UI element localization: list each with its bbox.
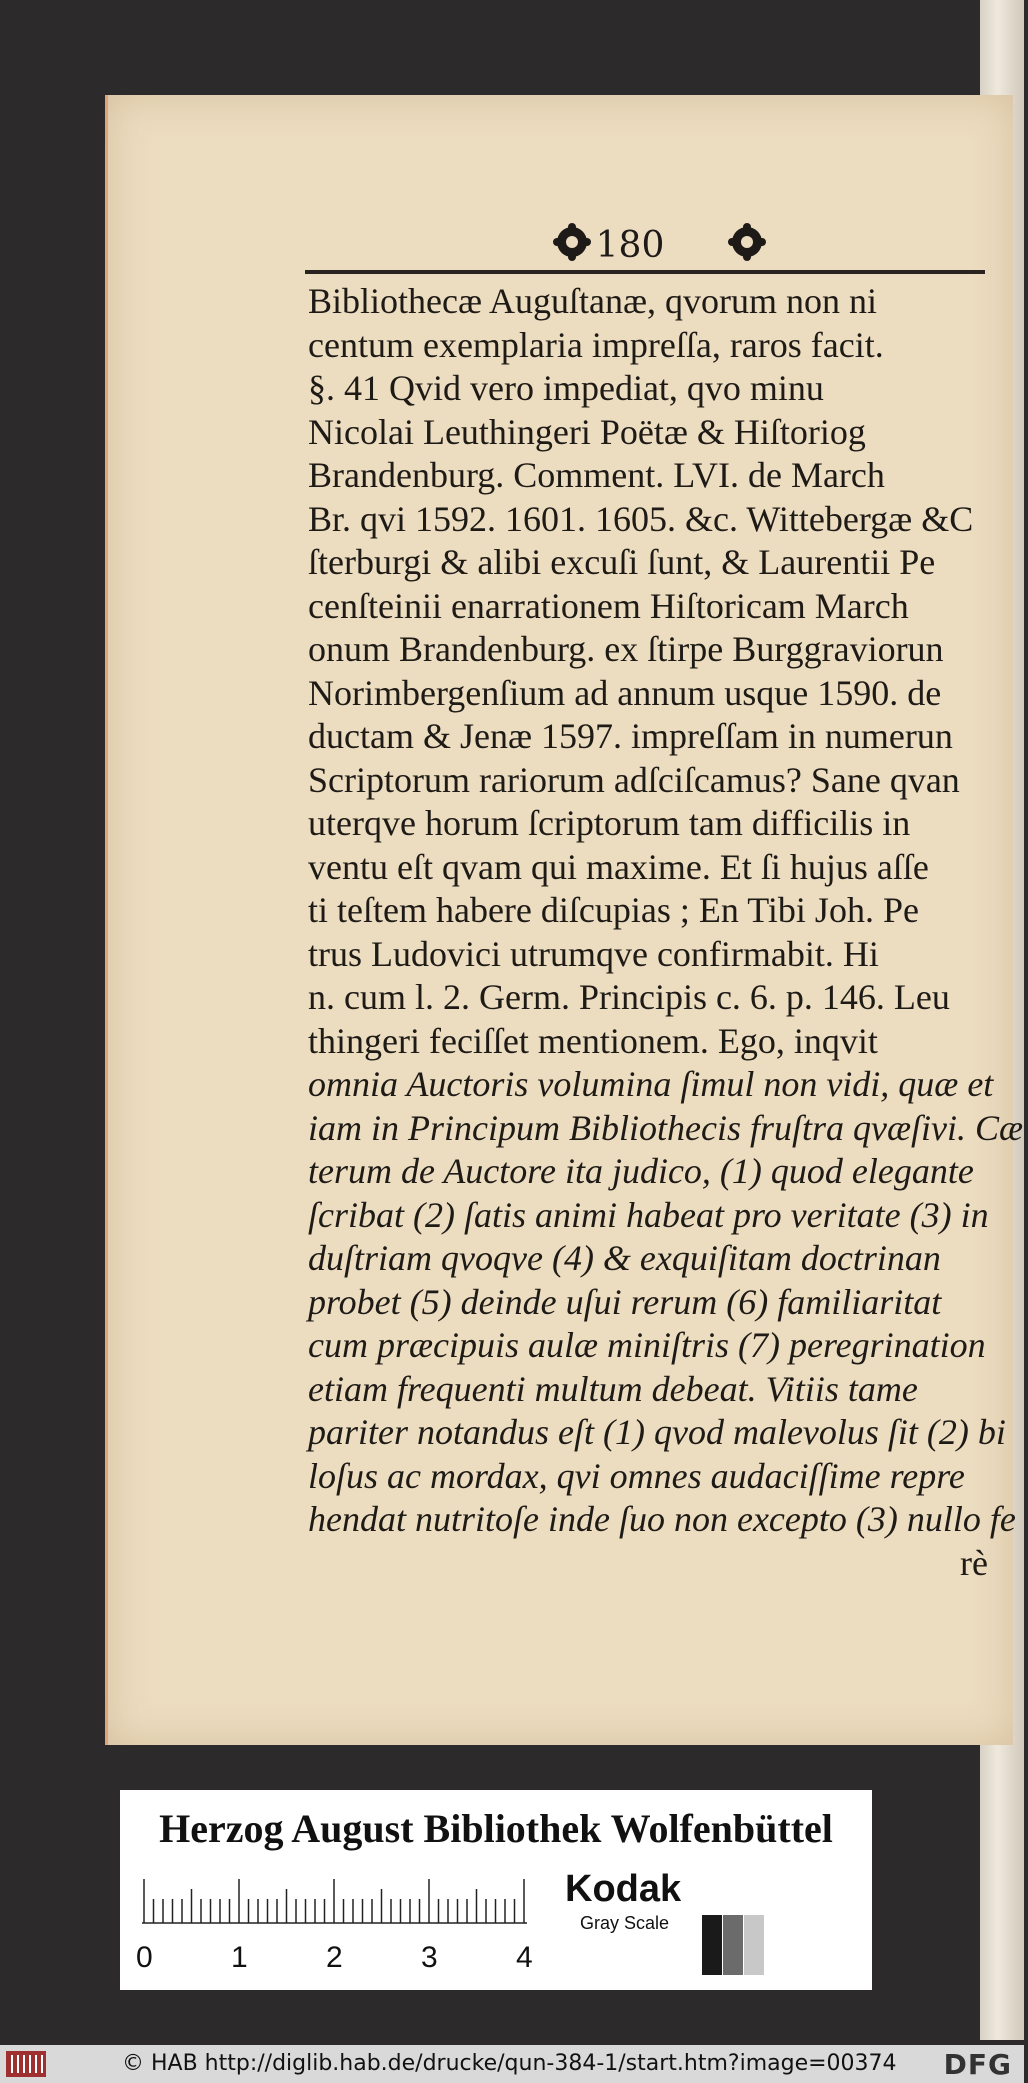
footer-bar bbox=[0, 2045, 1024, 2083]
measuring-ruler bbox=[136, 1875, 542, 1980]
text-line: duſtriam qvoqve (4) & exquiſitam doctrinan bbox=[308, 1238, 941, 1278]
text-line: centum exemplaria impreſſa, raros facit. bbox=[308, 324, 884, 365]
text-line: iam in Principum Bibliothecis fruſtra qvæſivi. Cæ bbox=[308, 1107, 1023, 1148]
text-line: ſcribat (2) ſatis animi habeat pro veritate (3) in bbox=[308, 1194, 989, 1235]
text-line: probet (5) deinde uſui rerum (6) familiaritat bbox=[308, 1281, 942, 1322]
fleuron-ornament-right bbox=[727, 222, 767, 262]
source-url[interactable]: © HAB http://diglib.hab.de/drucke/qun-384-1/start.htm?image=00374 bbox=[122, 2051, 897, 2076]
gray-swatch-black bbox=[702, 1915, 722, 1975]
text-line: ti teſtem habere diſcupias ; En Tibi Joh. Pe bbox=[308, 890, 919, 930]
hab-logo-icon bbox=[6, 2051, 46, 2077]
dfg-logo: DFG bbox=[943, 2048, 1012, 2081]
text-line: cum præcipuis aulæ miniſtris (7) peregrination bbox=[308, 1325, 986, 1365]
page-number: 180 bbox=[595, 225, 665, 266]
text-line: §. 41 Qvid vero impediat, qvo minu bbox=[308, 368, 824, 408]
text-line: Scriptorum rariorum adſciſcamus? Sane qvan bbox=[308, 759, 960, 800]
text-line: thingeri feciſſet mentionem. Ego, inqvit bbox=[308, 1020, 878, 1061]
ruler-label: 1 bbox=[231, 1941, 248, 1974]
color-calibration-bar bbox=[120, 1790, 872, 1990]
gray-swatch-light bbox=[744, 1915, 764, 1975]
text-line: Nicolai Leuthingeri Poëtæ & Hiſtoriog bbox=[308, 411, 866, 452]
ruler-label: 0 bbox=[136, 1941, 153, 1974]
text-line: n. cum l. 2. Germ. Principis c. 6. p. 146. Leu bbox=[308, 977, 950, 1017]
text-line: pariter notandus eſt (1) qvod malevolus ſit (2) bi bbox=[308, 1412, 1006, 1452]
catchword: rè bbox=[960, 1542, 988, 1583]
text-line: cenſteinii enarrationem Hiſtoricam March bbox=[308, 585, 909, 626]
kodak-logo: Kodak bbox=[565, 1868, 682, 1910]
header-rule bbox=[305, 270, 985, 274]
text-line: Brandenburg. Comment. LVI. de March bbox=[308, 455, 885, 495]
text-line: hendat nutritoſe inde ſuo non excepto (3) nullo fe bbox=[308, 1499, 1016, 1539]
library-name: Herzog August Bibliothek Wolfenbüttel bbox=[159, 1806, 833, 1851]
ruler-label: 4 bbox=[516, 1941, 533, 1974]
gray-scale-label: Gray Scale bbox=[580, 1913, 670, 1933]
text-line: loſus ac mordax, qvi omnes audaciſſime repre bbox=[308, 1455, 965, 1496]
text-line: Norimbergenſium ad annum usque 1590. de bbox=[308, 672, 942, 713]
text-line: Br. qvi 1592. 1601. 1605. &c. Wittebergæ &C bbox=[308, 498, 974, 539]
text-line: terum de Auctore ita judico, (1) quod elegante bbox=[308, 1151, 974, 1191]
text-line: trus Ludovici utrumqve confirmabit. Hi bbox=[308, 933, 879, 974]
text-line: ſterburgi & alibi excuſi ſunt, & Laurentii Pe bbox=[308, 542, 936, 582]
gray-swatch-mid bbox=[723, 1915, 743, 1975]
page-text bbox=[308, 280, 1028, 1585]
ruler-label: 3 bbox=[421, 1941, 438, 1974]
text-line: etiam frequenti multum debeat. Vitiis tame bbox=[308, 1368, 918, 1409]
text-line: ductam & Jenæ 1597. impreſſam in numerun bbox=[308, 716, 953, 756]
text-line: uterqve horum ſcriptorum tam difficilis in bbox=[308, 803, 911, 843]
ruler-label: 2 bbox=[326, 1941, 343, 1974]
text-line: omnia Auctoris volumina ſimul non vidi, quæ et bbox=[308, 1064, 994, 1104]
text-line: Bibliothecæ Auguſtanæ, qvorum non ni bbox=[308, 281, 877, 321]
text-line: onum Brandenburg. ex ſtirpe Burggraviorun bbox=[308, 629, 944, 669]
text-line: ventu eſt qvam qui maxime. Et ſi hujus aſſe bbox=[308, 846, 929, 887]
